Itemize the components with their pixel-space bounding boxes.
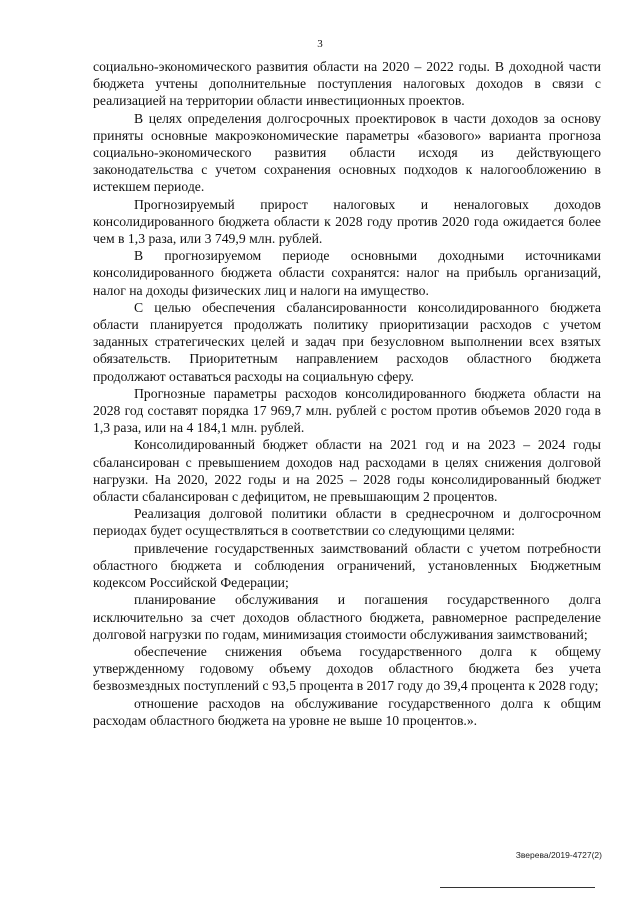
- document-code: Зверева/2019-4727(2): [515, 850, 602, 860]
- list-item-debt-servicing: планирование обслуживания и погашения государственного долга исключительно за счет доходов областного бюджета, равномерное распределение долговой нагрузки по годам, минимизация стоимости обслуживания заимствований;: [93, 592, 601, 642]
- paragraph-revenue-growth: Прогнозируемый прирост налоговых и неналоговых доходов консолидированного бюджета области к 2028 году против 2020 года ожидается более чем в 1,3 раза, или 3 749,9 млн. рублей.: [93, 196, 601, 247]
- list-item-debt-reduction: обеспечение снижения объема государственного долга к общему утвержденному годовому объему доходов областного бюджета без учета безвозмездных поступлений с 93,5 процента в 2017 году до 39,4 процента к 2028 году;: [93, 643, 601, 694]
- page-number: 3: [317, 38, 323, 50]
- paragraph-expenditure-forecast: Прогнозные параметры расходов консолидированного бюджета области на 2028 год составят порядка 17 969,7 млн. рублей с ростом против объемов 2020 года в 1,3 раза, или на 4 184,1 млн. рублей.: [93, 385, 601, 436]
- paragraph-long-term-revenue-basis: В целях определения долгосрочных проектировок в части доходов за основу приняты основные макроэкономические параметры «базового» варианта прогноза социально-экономического развития области исходя из действующего законодательства с учетом сохранения основных подходов к налогообложению в истекшем периоде.: [93, 110, 601, 195]
- footer-divider: [440, 887, 595, 888]
- list-item-debt-cost-ratio: отношение расходов на обслуживание государственного долга к общим расходам областного бюджета на уровне не выше 10 процентов.».: [93, 695, 601, 728]
- paragraph-consolidated-budget-balance: Консолидированный бюджет области на 2021 год и на 2023 – 2024 годы сбалансирован с превышением доходов над расходами в целях снижения долговой нагрузки. На 2020, 2022 годы и на 2025 – 2028 годы консолидированный бюджет области сбалансирован с дефицитом, не превышающим 2 процентов.: [93, 437, 601, 505]
- document-body: [93, 58, 601, 729]
- paragraph-debt-policy-intro: Реализация долговой политики области в среднесрочном и долгосрочном периодах будет осуществляться в соответствии со следующими целями:: [93, 506, 601, 539]
- paragraph-budget-balance-policy: С целью обеспечения сбалансированности консолидированного бюджета области планируется продолжать политику приоритизации расходов с учетом заданных стратегических целей и задач при безусловном выполнении всех взятых обязательств. Приоритетным направлением расходов областного бюджета продолжают оставаться расходы на социальную сферу.: [93, 299, 601, 384]
- paragraph-main-revenue-sources: В прогнозируемом периоде основными доходными источниками консолидированного бюджета области сохранятся: налог на прибыль организаций, налог на доходы физических лиц и налоги на имущество.: [93, 248, 601, 298]
- list-item-borrowing: привлечение государственных заимствований области с учетом потребности областного бюджета и соблюдения ограничений, установленных Бюджетным кодексом Российской Федерации;: [93, 540, 601, 591]
- paragraph-continuation: социально-экономического развития области на 2020 – 2022 годы. В доходной части бюджета учтены дополнительные поступления налоговых доходов в связи с реализацией на территории области инвестиционных проектов.: [93, 59, 601, 109]
